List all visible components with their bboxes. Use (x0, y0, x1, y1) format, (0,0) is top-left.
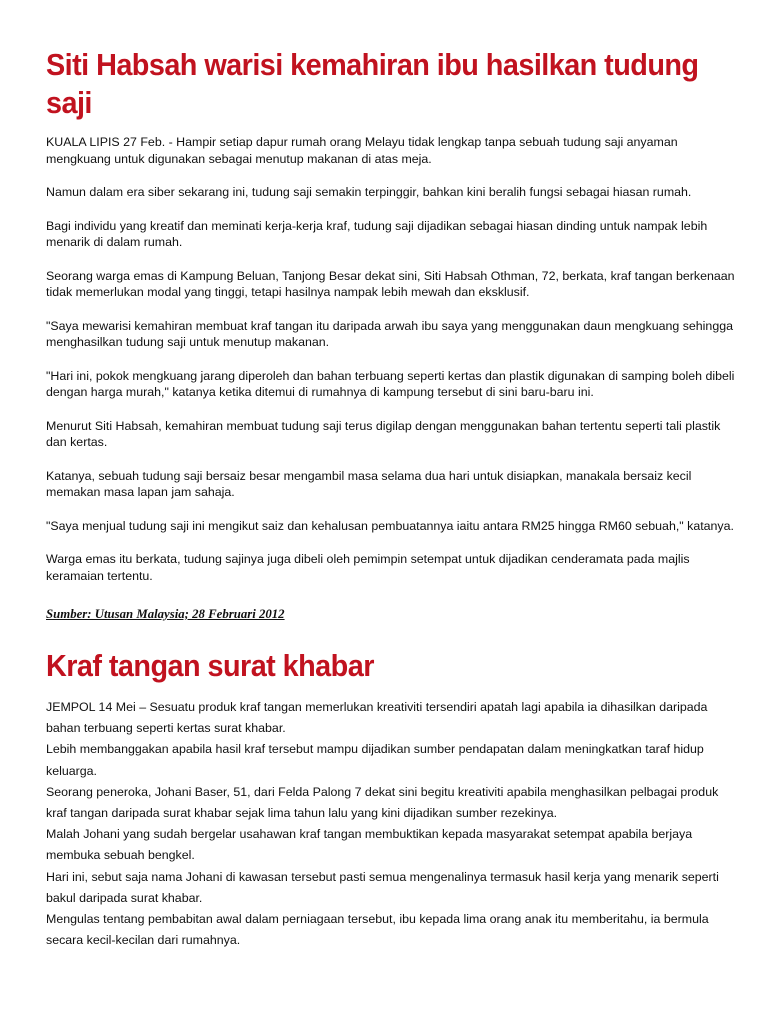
article2-paragraph: Hari ini, sebut saja nama Johani di kawasan tersebut pasti semua mengenalinya termasuk hasil kerja yang menarik seperti bakul daripada surat khabar. (46, 869, 719, 905)
article2-body (46, 697, 736, 951)
article1-paragraph: "Hari ini, pokok mengkuang jarang diperoleh dan bahan terbuang seperti kertas dan plastik digunakan di samping boleh dibeli dengan harga murah," katanya ketika ditemui di rumahnya di kampung tersebut di sini baru-baru ini. (46, 368, 735, 399)
article1-body (46, 134, 736, 601)
article1-paragraph: KUALA LIPIS 27 Feb. - Hampir setiap dapur rumah orang Melayu tidak lengkap tanpa sebuah tudung saji anyaman mengkuang untuk digunakan sebagai menutup makanan di atas meja. (46, 135, 678, 166)
article2-paragraph: Seorang peneroka, Johani Baser, 51, dari Felda Palong 7 dekat sini begitu kreativiti apabila menghasilkan pelbagai produk kraf tangan daripada surat khabar sejak lima tahun lalu yang kini dijadikan sumber rezekinya. (46, 784, 719, 821)
article1-paragraph: "Saya mewarisi kemahiran membuat kraf tangan itu daripada arwah ibu saya yang menggunakan daun mengkuang sehingga menghasilkan tudung saji untuk menutup makanan. (46, 318, 733, 349)
article2-paragraph: JEMPOL 14 Mei – Sesuatu produk kraf tangan memerlukan kreativiti tersendiri apatah lagi apabila ia dihasilkan daripada bahan terbuang seperti kertas surat khabar. (46, 700, 708, 736)
article1-paragraph: Katanya, sebuah tudung saji bersaiz besar mengambil masa selama dua hari untuk disiapkan, manakala bersaiz kecil memakan masa lapan jam sahaja. (46, 468, 692, 499)
article1-paragraph: Seorang warga emas di Kampung Beluan, Tanjong Besar dekat sini, Siti Habsah Othman, 72, berkata, kraf tangan berkenaan tidak memerlukan modal yang tinggi, tetapi hasilnya nampak lebih mewah dan eksklusif. (46, 268, 735, 299)
article1-paragraph: "Saya menjual tudung saji ini mengikut saiz dan kehalusan pembuatannya iaitu antara RM25 hingga RM60 sebuah," katanya. (46, 518, 734, 533)
article1-paragraph: Bagi individu yang kreatif dan meminati kerja-kerja kraf, tudung saji dijadikan sebagai hiasan dinding untuk nampak lebih menarik di dalam rumah. (46, 218, 708, 249)
article1-paragraph: Warga emas itu berkata, tudung sajinya juga dibeli oleh pemimpin setempat untuk dijadikan cenderamata pada majlis keramaian tertentu. (46, 552, 690, 583)
article2-paragraph: Malah Johani yang sudah bergelar usahawan kraf tangan membuktikan kepada masyarakat setempat apabila berjaya membuka sebuah bengkel. (46, 827, 693, 863)
article1-paragraph: Namun dalam era siber sekarang ini, tudung saji semakin terpinggir, bahkan kini beralih fungsi sebagai hiasan rumah. (46, 185, 692, 199)
article2-paragraph: Lebih membanggakan apabila hasil kraf tersebut mampu dijadikan sumber pendapatan dalam meningkatkan taraf hidup keluarga. (46, 742, 704, 778)
article1-source: Sumber: Utusan Malaysia; 28 Februari 2012 (46, 607, 285, 621)
article1-title: Siti Habsah warisi kemahiran ibu hasilkan tudung saji (46, 47, 699, 120)
article2-title: Kraf tangan surat khabar (46, 648, 374, 683)
article2-paragraph: Mengulas tentang pembabitan awal dalam perniagaan tersebut, ibu kepada lima orang anak itu memberitahu, ia bermula secara kecil-kecilan dari rumahnya. (46, 912, 709, 948)
article1-paragraph: Menurut Siti Habsah, kemahiran membuat tudung saji terus digilap dengan menggunakan bahan tertentu seperti tali plastik dan kertas. (46, 418, 721, 449)
